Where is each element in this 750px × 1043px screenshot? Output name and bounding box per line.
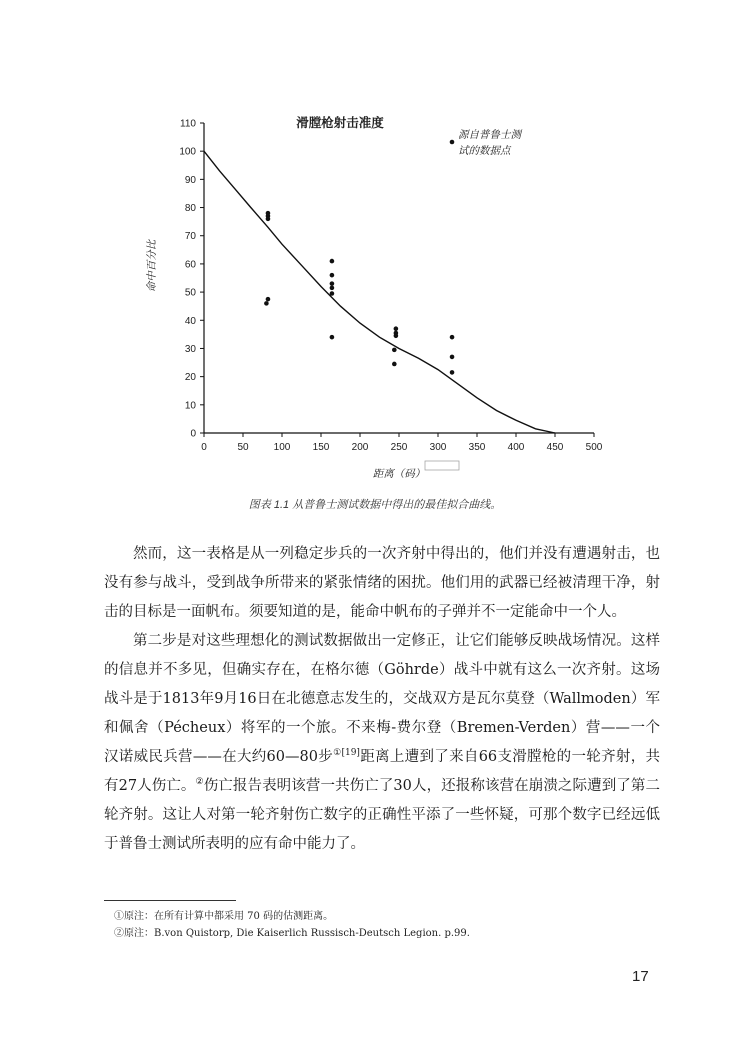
y-axis-label: 命中百分比 (146, 239, 158, 293)
body-text (104, 540, 660, 859)
y-tick-label: 90 (184, 174, 196, 186)
y-tick-label: 100 (179, 146, 196, 158)
footnote-1: ①原注：在所有计算中都采用 70 码的估测距离。 (114, 911, 334, 922)
x-tick-label: 50 (237, 442, 249, 453)
y-tick-label: 40 (184, 315, 196, 327)
x-tick-label: 300 (429, 442, 447, 453)
paragraph-text: 伤亡报告表明该营一共伤亡了30人，还报称该营在崩溃之际遭到了第二轮齐射。这让人对第一轮齐射伤亡数字的正确性平添了一些怀疑，可那个数字已经远低于普鲁士测试所表明的应有命中能力了。 (104, 778, 661, 852)
legend-line-2: 试的数据点 (458, 145, 511, 157)
paragraph-text: 第二步是对这些理想化的测试数据做出一定修正，让它们能够反映战场情况。这样的信息并不多见，但确实存在，在格尔德（Göhrde）战斗中就有这么一次齐射。这场战斗是于1813年9月16日在北德意志发生的，交战双方是瓦尔莫登（Wallmoden）军和佩舍（Pécheux）将军的一个旅。不来梅-费尔登（Bremen-Verden）营——一个汉诺威民兵营——在大约60—80步 (104, 633, 660, 765)
paragraph (104, 627, 660, 859)
chart (130, 105, 620, 485)
data-point (394, 326, 399, 331)
paragraph-text: 然而，这一表格是从一列稳定步兵的一次齐射中得出的，他们并没有遭遇射击，也没有参与战斗，受到战争所带来的紧张情绪的困扰。他们用的武器已经被清理干净，射击的目标是一面帆布。须要知道的是，能命中帆布的子弹并不一定能命中一个人。 (104, 546, 660, 620)
data-point (394, 333, 399, 338)
x-tick-label: 500 (585, 442, 603, 453)
legend-line-1: 源自普鲁士测 (458, 129, 521, 141)
chart-title: 滑膛枪射击准度 (296, 116, 384, 130)
data-point (266, 217, 271, 222)
legend-marker (450, 140, 455, 145)
footnotes (114, 908, 654, 942)
data-point (330, 281, 335, 286)
footnote-ref: ①[19] (333, 748, 360, 759)
paragraph (104, 540, 660, 627)
y-tick-label: 20 (184, 372, 196, 384)
x-tick-label: 250 (390, 442, 408, 453)
y-tick-label: 80 (184, 203, 196, 215)
data-point (392, 348, 397, 353)
data-point (264, 301, 269, 306)
y-tick-label: 60 (184, 259, 196, 271)
footnote-ref: ② (195, 777, 204, 788)
data-point (330, 335, 335, 340)
paragraph-text: 距离上遭到了来自66支滑膛枪的一轮齐射，共有27人伤亡。 (104, 749, 661, 794)
data-point (450, 335, 455, 340)
data-marks (204, 151, 555, 433)
y-tick-label: 10 (184, 400, 196, 412)
x-tick-label: 350 (468, 442, 486, 453)
footnote-rule (104, 900, 236, 901)
y-tick-label: 30 (184, 343, 196, 355)
x-tick-label: 450 (546, 442, 564, 453)
y-tick-label: 50 (184, 287, 196, 299)
x-tick-label: 0 (201, 442, 207, 453)
x-tick-label: 200 (351, 442, 369, 453)
y-tick-label: 110 (180, 118, 196, 130)
data-point (450, 355, 455, 360)
data-point (330, 286, 335, 291)
y-tick-label: 70 (184, 231, 196, 243)
x-tick-label: 100 (273, 442, 291, 453)
figure-caption: 图表 1.1 从普鲁士测试数据中得出的最佳拟合曲线。 (248, 499, 502, 511)
footnote-2: ②原注：B.von Quistorp, Die Kaiserlich Russisch-Deutsch Legion. p.99. (114, 928, 470, 939)
data-point (450, 370, 455, 375)
fit-curve (204, 151, 555, 433)
axes (179, 119, 602, 454)
x-axis-label-box (425, 461, 459, 470)
data-point (392, 362, 397, 367)
x-tick-label: 400 (507, 442, 525, 453)
legend (450, 129, 524, 157)
data-point (330, 273, 335, 278)
y-tick-label: 0 (190, 428, 196, 440)
page-number: 17 (632, 968, 649, 985)
x-tick-label: 150 (312, 442, 330, 453)
data-point (330, 259, 335, 264)
x-axis-label: 距离（码） (372, 468, 426, 480)
data-point (266, 297, 271, 302)
